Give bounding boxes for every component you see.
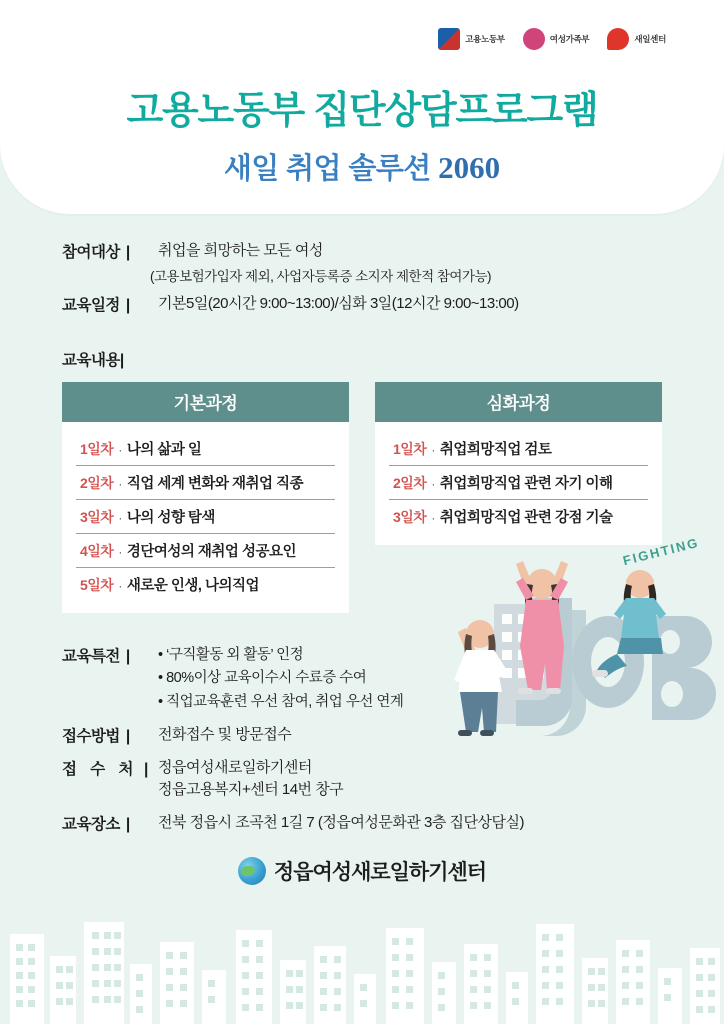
bullet-dot-icon: · [118, 511, 122, 525]
label-divider: | [125, 728, 130, 746]
venue-row [62, 812, 682, 835]
list-item: • 직업교육훈련 우선 참여, 취업 우선 연계 [158, 693, 404, 710]
page-title: 고용노동부 집단상담프로그램 [126, 90, 598, 132]
course-day: 3일차 [393, 509, 427, 525]
apply-place-line1: 정읍여성새로일하기센터 [158, 758, 312, 776]
schedule-label: 교육일정 | [62, 296, 130, 314]
list-item [76, 466, 335, 500]
target-value: 취업을 희망하는 모든 여성 [158, 242, 323, 259]
list-item [389, 500, 648, 533]
course-topic: 취업희망직업 검토 [439, 442, 552, 458]
saeil-logo-label: 새일센터 [634, 34, 666, 44]
label-divider: | [144, 760, 148, 778]
bullet-dot-icon: · [118, 443, 122, 457]
target-row [62, 240, 672, 263]
course-day: 5일차 [80, 577, 114, 593]
bullet-dot-icon: · [431, 443, 435, 457]
mogef-logo-label: 여성가족부 [549, 34, 590, 44]
footer-organization [0, 856, 724, 886]
cityscape-decoration [0, 894, 724, 1024]
apply-method-value: 전화접수 및 방문접수 [158, 726, 292, 744]
course-basic-list [62, 422, 349, 613]
course-day: 2일차 [393, 475, 427, 491]
mogef-logo [523, 28, 590, 50]
course-advanced-list [375, 422, 662, 545]
list-item [76, 568, 335, 601]
list-item [76, 500, 335, 534]
label-divider: | [125, 244, 130, 261]
label-divider: | [119, 352, 124, 369]
bullet-dot-icon: · [118, 545, 122, 559]
venue-value: 전북 정읍시 조곡천 1길 7 (정읍여성문화관 3층 집단상담실) [158, 813, 524, 831]
course-day: 3일차 [80, 509, 114, 525]
moel-logo [438, 28, 505, 50]
benefits-row [62, 644, 682, 714]
globe-icon [238, 857, 266, 885]
bullet-dot-icon: · [118, 579, 122, 593]
course-day: 2일차 [80, 475, 114, 491]
venue-label: 교육장소 | [62, 815, 130, 833]
page-subtitle-number: 2060 [438, 150, 501, 185]
moel-logo-label: 고용노동부 [465, 34, 505, 44]
course-topic: 취업희망직업 관련 강점 기술 [439, 510, 613, 526]
label-divider: | [125, 815, 130, 833]
list-item [76, 432, 335, 466]
spacer [62, 749, 682, 757]
fighting-text: FIGHTING [621, 534, 701, 569]
course-advanced-title: 심화과정 [375, 382, 662, 422]
apply-method-label: 접수방법 | [62, 728, 130, 746]
courses-label: 교육내용| [62, 352, 124, 369]
saeil-emblem-icon [607, 28, 629, 50]
schedule-row [62, 293, 672, 316]
bullet-dot-icon: · [118, 477, 122, 491]
course-topic: 나의 삶과 일 [126, 442, 202, 458]
course-basic-title: 기본과정 [62, 382, 349, 422]
page-subtitle [0, 152, 724, 184]
spacer [62, 716, 682, 724]
spacer [62, 804, 682, 812]
list-item [76, 534, 335, 568]
list-item: • ‘구직활동 외 활동’ 인정 [158, 647, 304, 663]
course-topic: 취업희망직업 관련 자기 이해 [439, 476, 613, 492]
list-item: • 80%이상 교육이수시 수료증 수여 [158, 670, 367, 687]
apply-place-label: 접 수 처 | [62, 760, 148, 778]
details-block [62, 644, 682, 836]
benefits-label: 교육특전 | [62, 648, 130, 665]
logo-row [438, 28, 666, 50]
government-emblem-icon [438, 28, 460, 50]
footer-org-name: 정읍여성새로일하기센터 [273, 861, 487, 884]
mogef-emblem-icon [523, 28, 545, 50]
course-day: 1일차 [80, 441, 114, 457]
course-topic: 경단여성의 재취업 성공요인 [126, 544, 296, 560]
bullet-dot-icon: · [431, 477, 435, 491]
apply-place-line2: 정읍고용복지+센터 14번 창구 [158, 781, 344, 799]
apply-place-values [146, 757, 343, 802]
apply-method-row [62, 724, 682, 747]
label-divider: | [125, 296, 130, 314]
list-item [389, 466, 648, 500]
course-basic [62, 382, 349, 613]
course-topic: 새로운 인생, 나의직업 [126, 578, 259, 594]
bullet-dot-icon: · [431, 511, 435, 525]
info-block [62, 240, 672, 317]
apply-place-row [62, 757, 682, 802]
course-topic: 직업 세계 변화와 재취업 직종 [126, 476, 304, 492]
page-subtitle-text: 새일 취업 솔루션 [223, 153, 439, 185]
list-item [389, 432, 648, 466]
label-divider: | [125, 648, 130, 665]
course-day: 4일차 [80, 543, 114, 559]
target-note: (고용보험가입자 제외, 사업자등록증 소지자 제한적 참여가능) [150, 268, 492, 284]
schedule-value: 기본5일(20시간 9:00~13:00)/심화 3일(12시간 9:00~13:00) [158, 294, 519, 312]
benefits-list [146, 644, 403, 714]
saeil-center-logo [607, 28, 666, 50]
target-label: 참여대상 | [62, 244, 130, 261]
course-day: 1일차 [393, 441, 427, 457]
course-topic: 나의 성향 탐색 [126, 510, 215, 526]
